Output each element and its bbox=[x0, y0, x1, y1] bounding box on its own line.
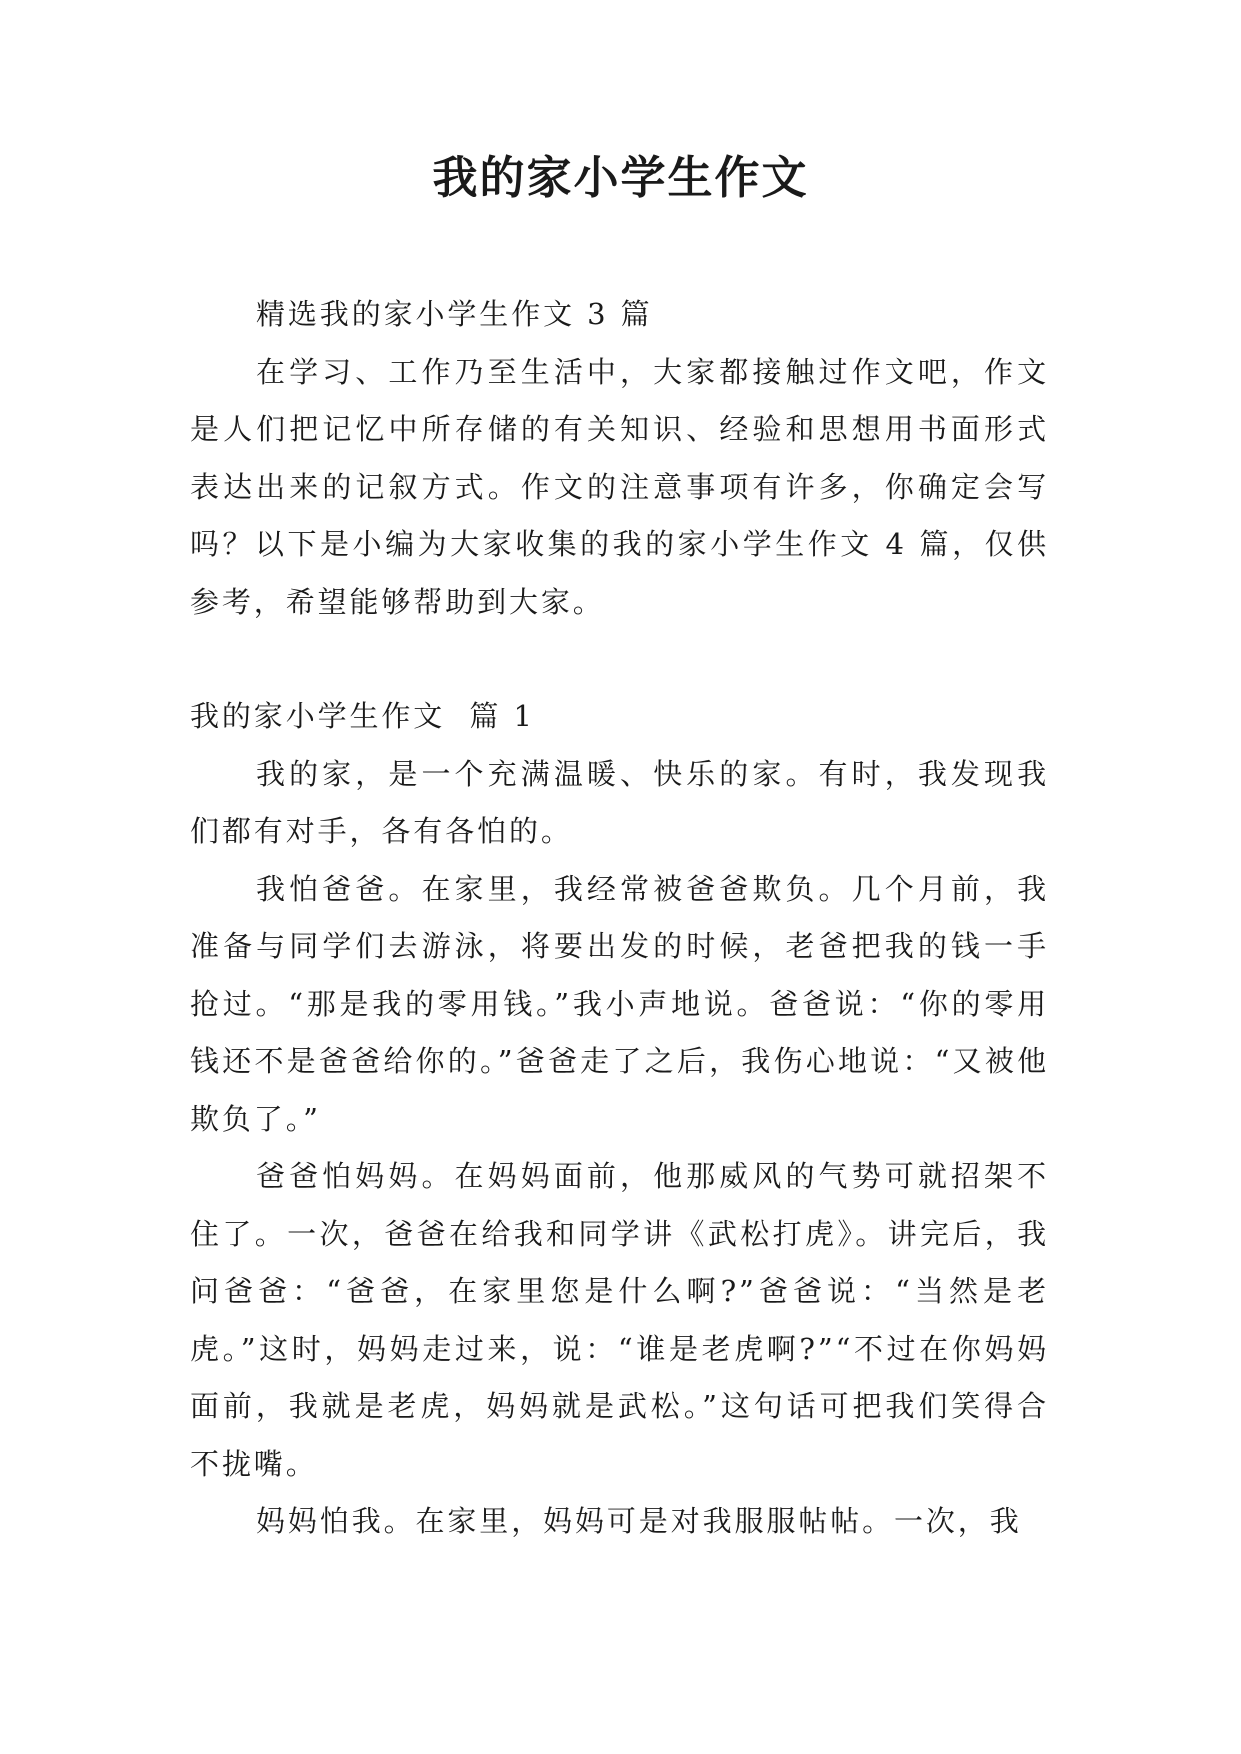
paragraph: 爸爸怕妈妈。在妈妈面前，他那威风的气势可就招架不住了。一次，爸爸在给我和同学讲《武松打虎》。讲完后，我问爸爸：“爸爸，在家里您是什么啊?”爸爸说：“当然是老虎。”这时，妈妈走过来，说：“谁是老虎啊?”“不过在你妈妈面前，我就是老虎，妈妈就是武松。”这句话可把我们笑得合不拢嘴。 bbox=[190, 1159, 1049, 1481]
paragraph: 我怕爸爸。在家里，我经常被爸爸欺负。几个月前，我准备与同学们去游泳，将要出发的时候，老爸把我的钱一手抢过。“那是我的零用钱。”我小声地说。爸爸说：“你的零用钱还不是爸爸给你的。”爸爸走了之后，我伤心地说：“又被他欺负了。” bbox=[190, 871, 1049, 1136]
document-body bbox=[190, 286, 1049, 1551]
section-heading: 我的家小学生作文 篇 1 bbox=[190, 699, 535, 733]
intro-paragraph: 在学习、工作乃至生活中，大家都接触过作文吧，作文是人们把记忆中所存储的有关知识、经验和思想用书面形式表达出来的记叙方式。作文的注意事项有许多，你确定会写吗？以下是小编为大家收集的我的家小学生作文 4 篇，仅供参考，希望能够帮助到大家。 bbox=[190, 354, 1049, 619]
paragraph: 妈妈怕我。在家里，妈妈可是对我服服帖帖。一次，我 bbox=[256, 1504, 1022, 1538]
paragraph: 我的家，是一个充满温暖、快乐的家。有时，我发现我们都有对手，各有各怕的。 bbox=[190, 756, 1049, 848]
document-title: 我的家小学生作文 bbox=[432, 151, 809, 204]
section-spacer bbox=[190, 631, 1049, 688]
intro-heading: 精选我的家小学生作文 3 篇 bbox=[256, 297, 653, 331]
